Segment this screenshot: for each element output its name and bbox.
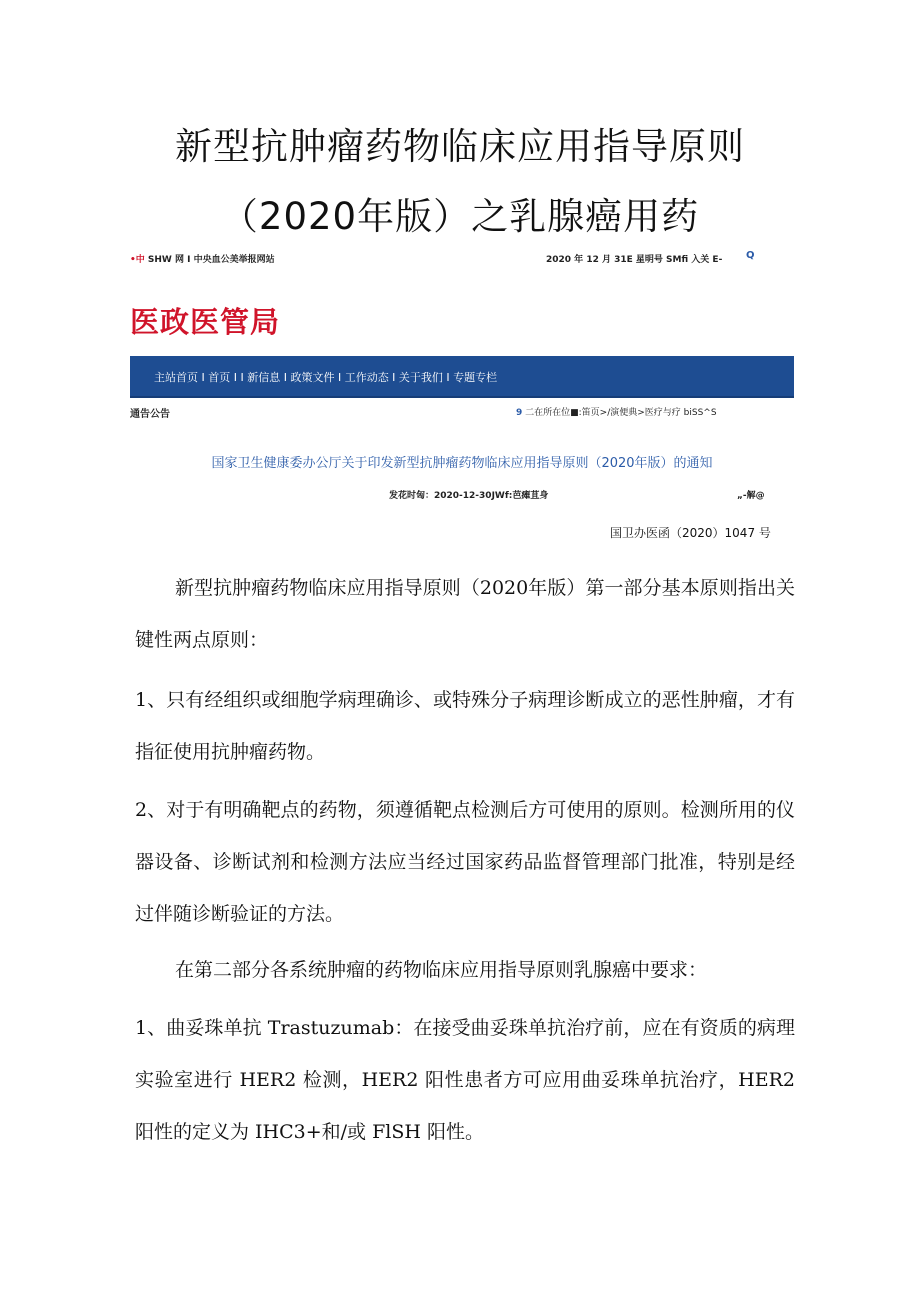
publish-tools[interactable]: „-解@ xyxy=(737,491,765,501)
main-nav-items[interactable]: 主站首页 I 首页 I I 新信息 I 政策文件 I 工作动态 I 关于我们 I 专题专栏 xyxy=(154,371,498,384)
bureau-title: 医政医管局 xyxy=(130,305,281,339)
site-header-left xyxy=(130,252,275,265)
notice-title: 国家卫生健康委办公厅关于印发新型抗肿瘤药物临床应用指导原则（2020年版）的通知 xyxy=(211,456,713,471)
site-header-links[interactable]: SHW 网 I 中央血公美举报网站 xyxy=(147,255,275,265)
document-title-line-2: （2020年版）之乳腺癌用药 xyxy=(220,195,700,238)
paragraph-intro: 新型抗肿瘤药物临床应用指导原则（2020年版）第一部分基本原则指出关键性两点原则： xyxy=(135,577,795,651)
section-label: 通告公告 xyxy=(130,409,170,420)
paragraph-rule-1: 1、只有经组织或细胞学病理确诊、或特殊分子病理诊断成立的恶性肿瘤，才有指征使用抗肿瘤药物。 xyxy=(135,689,795,763)
document-number: 国卫办医函（2020）1047 号 xyxy=(610,526,771,540)
publish-info: 发花时匈：2020-12-30JWf:芭瘫苴身 xyxy=(389,491,549,501)
site-logo-mark: •中 xyxy=(130,255,145,265)
paragraph-drug-1: 1、曲妥珠单抗 Trastuzumab：在接受曲妥珠单抗治疗前，应在有资质的病理实验室进行 HER2 检测，HER2 阳性患者方可应用曲妥珠单抗治疗，HER2阳性的定义为 IHC3+和/或 FlSH 阳性。 xyxy=(135,1017,795,1143)
paragraph-section-2: 在第二部分各系统肿瘤的药物临床应用指导原则乳腺癌中要求： xyxy=(175,959,708,981)
main-nav-bar xyxy=(130,356,794,398)
document-title-line-1: 新型抗肿瘤药物临床应用指导原则 xyxy=(175,125,745,168)
location-icon: 9 xyxy=(516,408,523,418)
breadcrumb[interactable] xyxy=(516,405,717,418)
site-header-date: 2020 年 12 月 31E 星明号 SMfi 入关 E- xyxy=(546,255,723,265)
breadcrumb-path[interactable]: 二在所在位■:笛页>/演便典>医疗与疗 biSS^S xyxy=(525,408,717,418)
search-icon[interactable]: Q xyxy=(746,250,755,261)
paragraph-rule-2: 2、对于有明确靶点的药物，须遵循靶点检测后方可使用的原则。检测所用的仪器设备、诊断试剂和检测方法应当经过国家药品监督管理部门批准，特别是经过伴随诊断验证的方法。 xyxy=(135,799,795,925)
